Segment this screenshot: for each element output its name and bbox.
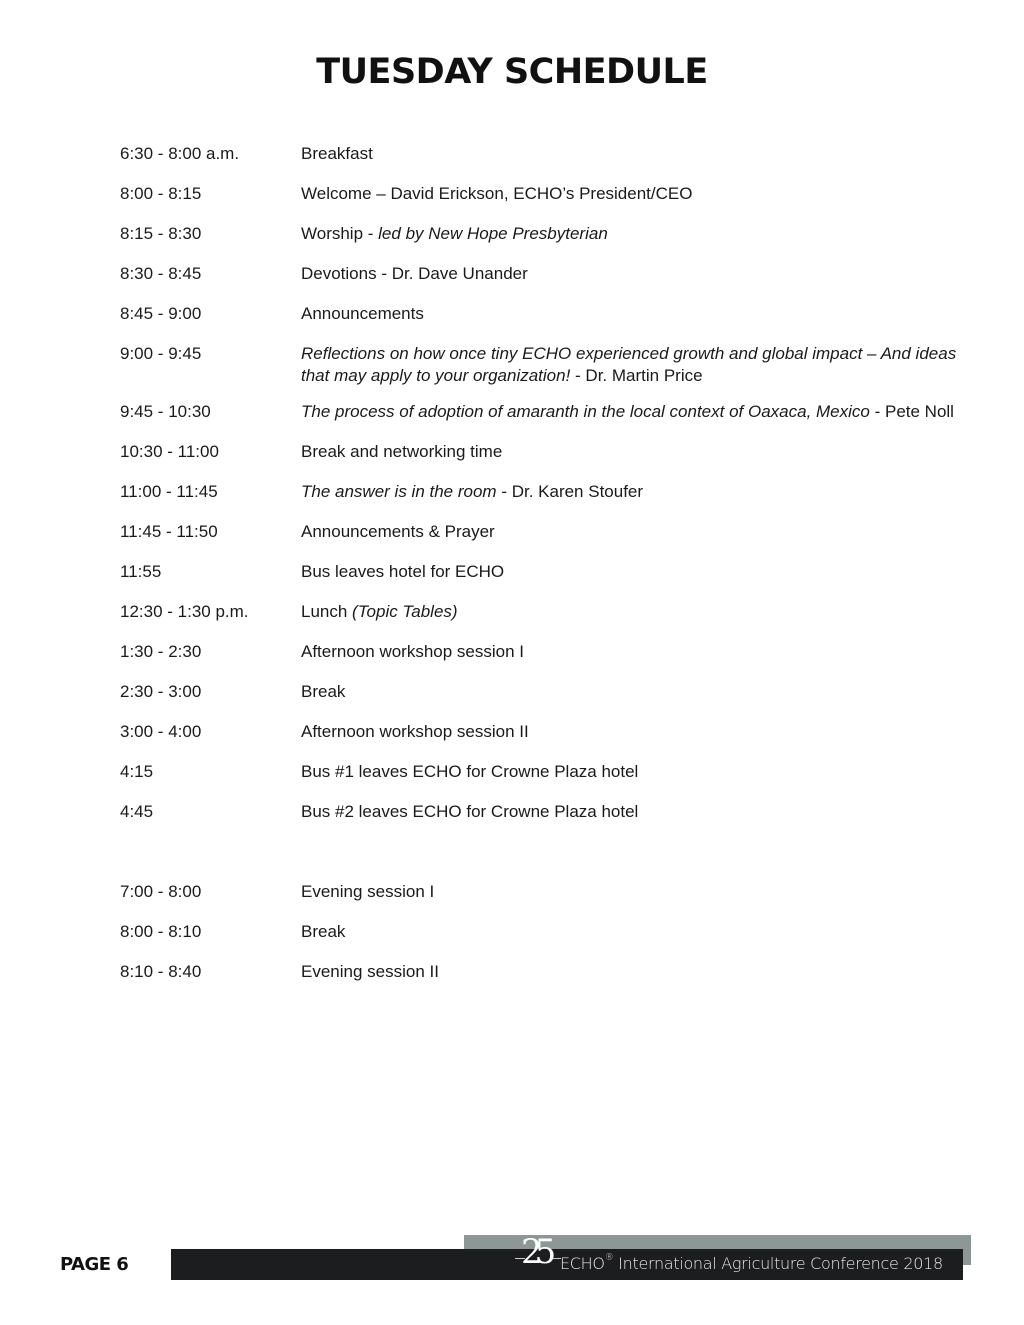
schedule-description bbox=[301, 761, 960, 783]
schedule-description bbox=[301, 481, 960, 503]
conference-brand: ECHO bbox=[560, 1254, 605, 1273]
schedule-time: 11:00 - 11:45 bbox=[120, 482, 218, 501]
schedule-time: 9:00 - 9:45 bbox=[120, 344, 202, 363]
description-italic-text: (Topic Tables) bbox=[352, 602, 458, 621]
schedule-description bbox=[301, 263, 960, 285]
schedule-row bbox=[120, 761, 960, 783]
schedule-row bbox=[120, 561, 960, 583]
schedule-row bbox=[120, 721, 960, 743]
schedule-row bbox=[120, 801, 960, 823]
schedule-row bbox=[120, 303, 960, 325]
schedule-time: 6:30 - 8:00 a.m. bbox=[120, 144, 240, 163]
description-text: Breakfast bbox=[301, 144, 373, 163]
schedule-description bbox=[301, 881, 960, 903]
schedule-description bbox=[301, 183, 960, 205]
description-text: Worship - bbox=[301, 224, 379, 243]
schedule-row bbox=[120, 441, 960, 463]
schedule-description bbox=[301, 343, 960, 387]
schedule-description bbox=[301, 521, 960, 543]
conference-title bbox=[560, 1254, 943, 1273]
schedule-time: 12:30 - 1:30 p.m. bbox=[120, 602, 249, 621]
schedule-row bbox=[120, 183, 960, 205]
schedule-time: 8:15 - 8:30 bbox=[120, 224, 202, 243]
schedule-time: 1:30 - 2:30 bbox=[120, 642, 202, 661]
schedule-time: 8:00 - 8:10 bbox=[120, 922, 202, 941]
schedule-time: 11:45 - 11:50 bbox=[120, 522, 218, 541]
schedule-time: 8:45 - 9:00 bbox=[120, 304, 202, 323]
description-text: Announcements bbox=[301, 304, 424, 323]
page-number: PAGE 6 bbox=[60, 1254, 129, 1275]
description-text: Afternoon workshop session I bbox=[301, 642, 525, 661]
description-text: Bus #1 leaves ECHO for Crowne Plaza hotel bbox=[301, 762, 639, 781]
description-text: Welcome – David Erickson, ECHO’s President/CEO bbox=[301, 184, 693, 203]
schedule-row bbox=[120, 263, 960, 285]
description-text: Bus #2 leaves ECHO for Crowne Plaza hotel bbox=[301, 802, 639, 821]
anniversary-logo-icon bbox=[515, 1232, 561, 1276]
schedule-time: 8:10 - 8:40 bbox=[120, 962, 202, 981]
schedule-time: 4:45 bbox=[120, 802, 154, 821]
description-text: Afternoon workshop session II bbox=[301, 722, 529, 741]
description-text: Announcements & Prayer bbox=[301, 522, 495, 541]
schedule-description bbox=[301, 801, 960, 823]
schedule-time: 10:30 - 11:00 bbox=[120, 442, 219, 461]
schedule-time: 2:30 - 3:00 bbox=[120, 682, 202, 701]
description-text: - Dr. Martin Price bbox=[570, 366, 703, 385]
conference-name-rest: International Agriculture Conference 2018 bbox=[613, 1254, 943, 1273]
description-text: - Dr. Karen Stoufer bbox=[496, 482, 644, 501]
schedule-row bbox=[120, 881, 960, 903]
schedule-description bbox=[301, 681, 960, 703]
schedule-time: 7:00 - 8:00 bbox=[120, 882, 202, 901]
schedule-row bbox=[120, 401, 960, 423]
schedule-row bbox=[120, 343, 960, 387]
description-text: Bus leaves hotel for ECHO bbox=[301, 562, 505, 581]
schedule-row bbox=[120, 143, 960, 165]
schedule-description bbox=[301, 561, 960, 583]
schedule-row bbox=[120, 521, 960, 543]
schedule-row bbox=[120, 601, 960, 623]
description-italic-text: led by New Hope Presbyterian bbox=[378, 224, 608, 243]
schedule-row bbox=[120, 223, 960, 245]
page-title: TUESDAY SCHEDULE bbox=[316, 52, 708, 92]
description-text: Evening session II bbox=[301, 962, 439, 981]
schedule-time: 9:45 - 10:30 bbox=[120, 402, 211, 421]
schedule-row bbox=[120, 641, 960, 663]
schedule-time: 4:15 bbox=[120, 762, 154, 781]
description-text: Break bbox=[301, 922, 346, 941]
description-italic-text: Reflections on how once tiny ECHO experienced growth and global impact – And ideas that may apply to your organization! bbox=[301, 344, 957, 385]
schedule-description bbox=[301, 721, 960, 743]
schedule-description bbox=[301, 441, 960, 463]
schedule-description bbox=[301, 601, 960, 623]
description-text: Break and networking time bbox=[301, 442, 503, 461]
description-text: - Pete Noll bbox=[869, 402, 954, 421]
schedule-spacer bbox=[120, 841, 960, 881]
schedule-description bbox=[301, 143, 960, 165]
schedule-description bbox=[301, 921, 960, 943]
schedule-time: 8:00 - 8:15 bbox=[120, 184, 202, 203]
schedule-description bbox=[301, 223, 960, 245]
description-italic-text: The answer is in the room bbox=[301, 482, 497, 501]
schedule-row bbox=[120, 921, 960, 943]
schedule-description bbox=[301, 961, 960, 983]
description-text: Break bbox=[301, 682, 346, 701]
schedule-description bbox=[301, 641, 960, 663]
schedule-time: 8:30 - 8:45 bbox=[120, 264, 202, 283]
schedule-time: 11:55 bbox=[120, 562, 162, 581]
description-text: Devotions - Dr. Dave Unander bbox=[301, 264, 528, 283]
registered-mark: ® bbox=[604, 1253, 614, 1263]
schedule-description bbox=[301, 401, 960, 423]
anniversary-number: 25 bbox=[521, 1232, 549, 1272]
schedule-row bbox=[120, 481, 960, 503]
schedule-row bbox=[120, 681, 960, 703]
schedule-description bbox=[301, 303, 960, 325]
description-text: Evening session I bbox=[301, 882, 435, 901]
schedule-time: 3:00 - 4:00 bbox=[120, 722, 202, 741]
description-text: Lunch bbox=[301, 602, 353, 621]
schedule-row bbox=[120, 961, 960, 983]
description-italic-text: The process of adoption of amaranth in the local context of Oaxaca, Mexico bbox=[301, 402, 870, 421]
